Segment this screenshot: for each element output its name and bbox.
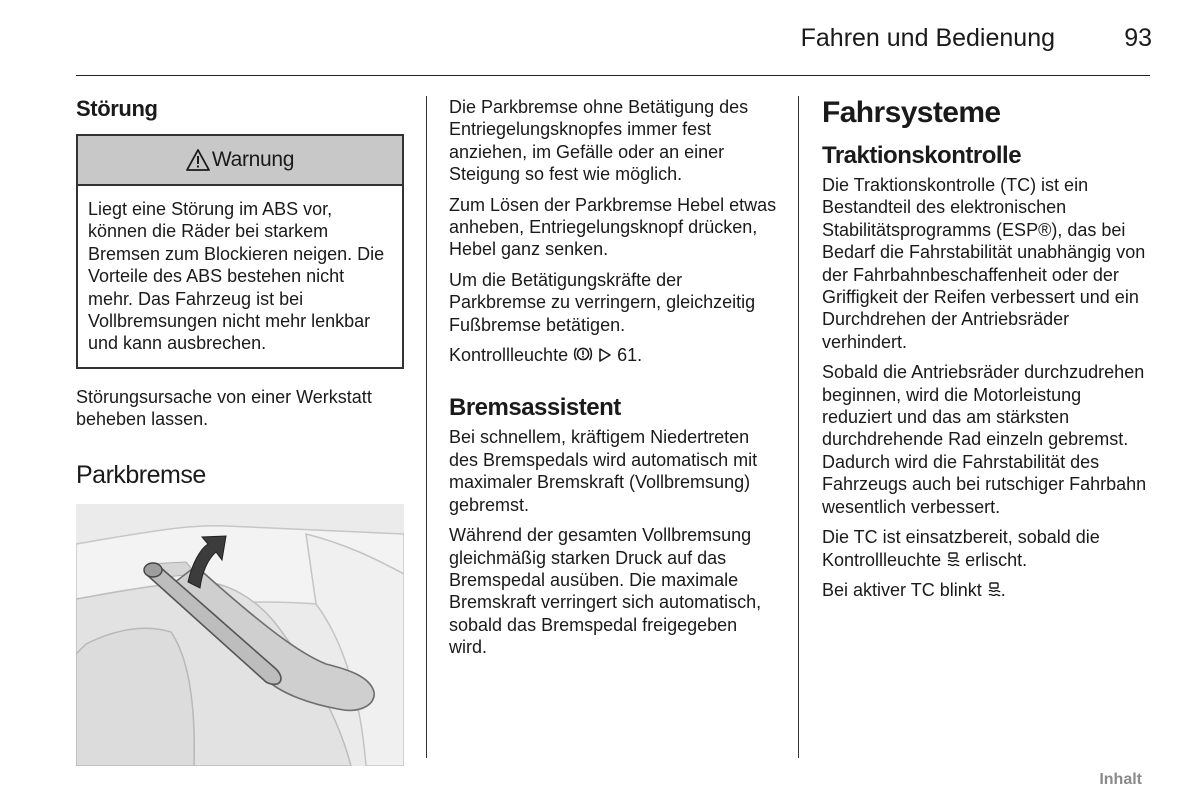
paragraph-betaetigungskraefte: Um die Betätigungskräfte der Parkbremse zu verringern, gleichzeitig Fußbremse betätigen. [449, 269, 756, 335]
paragraph-niedertreten: Bei schnellem, kräftigem Niedertreten des Bremspedals wird automatisch mit maximaler Bremskraft (Vollbremsung) gebremst. [449, 427, 758, 515]
header-title: Fahren und Bedienung [800, 24, 1055, 52]
paragraph-tc-intro: Die Traktionskontrolle (TC) ist ein Bestandteil des elektronischen Stabilitätsprogramms (ESP®), das bei Bedarf die Fahrstabilität unabhängig von der Fahrbahnbeschaffenheit oder der Griffigkeit der Reifen verbessert und ein Durchdrehen der Antriebsräder verhindert. [822, 175, 1146, 352]
paragraph-tc-blinkt [822, 579, 1152, 601]
heading-parkbremse: Parkbremse [76, 460, 206, 489]
paragraph-kontrollleuchte [449, 344, 779, 366]
tc-blinkt-text-a: Bei aktiver TC blinkt [822, 579, 982, 600]
paragraph-loesen: Zum Lösen der Parkbremse Hebel etwas anheben, Entriegelungsknopf drücken, Hebel ganz senken. [449, 194, 777, 260]
traction-control-icon [987, 582, 1001, 598]
heading-traktionskontrolle: Traktionskontrolle [822, 142, 1022, 169]
column-1 [76, 96, 404, 771]
warning-title: Warnung [211, 148, 295, 171]
kontrollleuchte-text: Kontrollleuchte [449, 345, 569, 366]
column-divider-right [798, 96, 799, 758]
warning-box [76, 134, 404, 369]
paragraph-werkstatt: Störungsursache von einer Werkstatt beheben lassen. [76, 386, 372, 430]
traction-control-icon [946, 552, 960, 568]
column-2 [449, 96, 779, 659]
paragraph-tc-durchdrehen: Sobald die Antriebsräder durchzudrehen beginnen, wird die Motorleistung reduziert und das am stärksten durchdrehende Rad einzeln gebremst. Dadurch wird die Fahrstabilität des Fahrzeugs auch bei rutschiger Fahrbahn wesentlich verbessert. [822, 362, 1147, 517]
tc-einsatzbereit-text-a: Die TC ist einsatzbereit, sobald die Kontrollleuchte [822, 527, 1100, 570]
warning-text: Liegt eine Störung im ABS vor, können die Räder bei starkem Bremsen zum Blockieren neigen. Die Vorteile des ABS bestehen nicht mehr. Das Fahrzeug ist bei Vollbremsungen nicht mehr lenkbar und kann ausbrechen. [88, 199, 385, 354]
page-reference-arrow-icon[interactable] [598, 347, 612, 363]
warning-triangle-icon [186, 149, 210, 171]
header-divider [76, 75, 1150, 76]
footer-inhalt-link[interactable]: Inhalt [1099, 771, 1142, 788]
heading-fahrsysteme: Fahrsysteme [822, 96, 1001, 129]
column-3 [822, 96, 1152, 601]
tc-einsatzbereit-text-b: erlischt. [965, 549, 1028, 570]
brake-warning-icon [573, 345, 593, 363]
parking-brake-illustration [76, 504, 404, 766]
heading-bremsassistent: Bremsassistent [449, 394, 621, 422]
warning-header [78, 136, 402, 186]
paragraph-anziehen: Die Parkbremse ohne Betätigung des Entriegelungsknopfes immer fest anziehen, im Gefälle oder an einer Steigung so fest wie möglich. [449, 97, 749, 185]
paragraph-tc-einsatzbereit [822, 526, 1152, 571]
page-reference[interactable]: 61. [617, 345, 643, 366]
paragraph-vollbremsung: Während der gesamten Vollbremsung gleichmäßig starken Druck auf das Bremspedal ausüben. Die maximale Bremskraft verringert sich automatisch, sobald das Bremspedal freigegeben wird. [449, 525, 762, 658]
heading-stoerung: Störung [76, 96, 158, 121]
page-number: 93 [1124, 24, 1152, 52]
tc-blinkt-text-b: . [1000, 579, 1006, 600]
column-divider-left [426, 96, 427, 758]
